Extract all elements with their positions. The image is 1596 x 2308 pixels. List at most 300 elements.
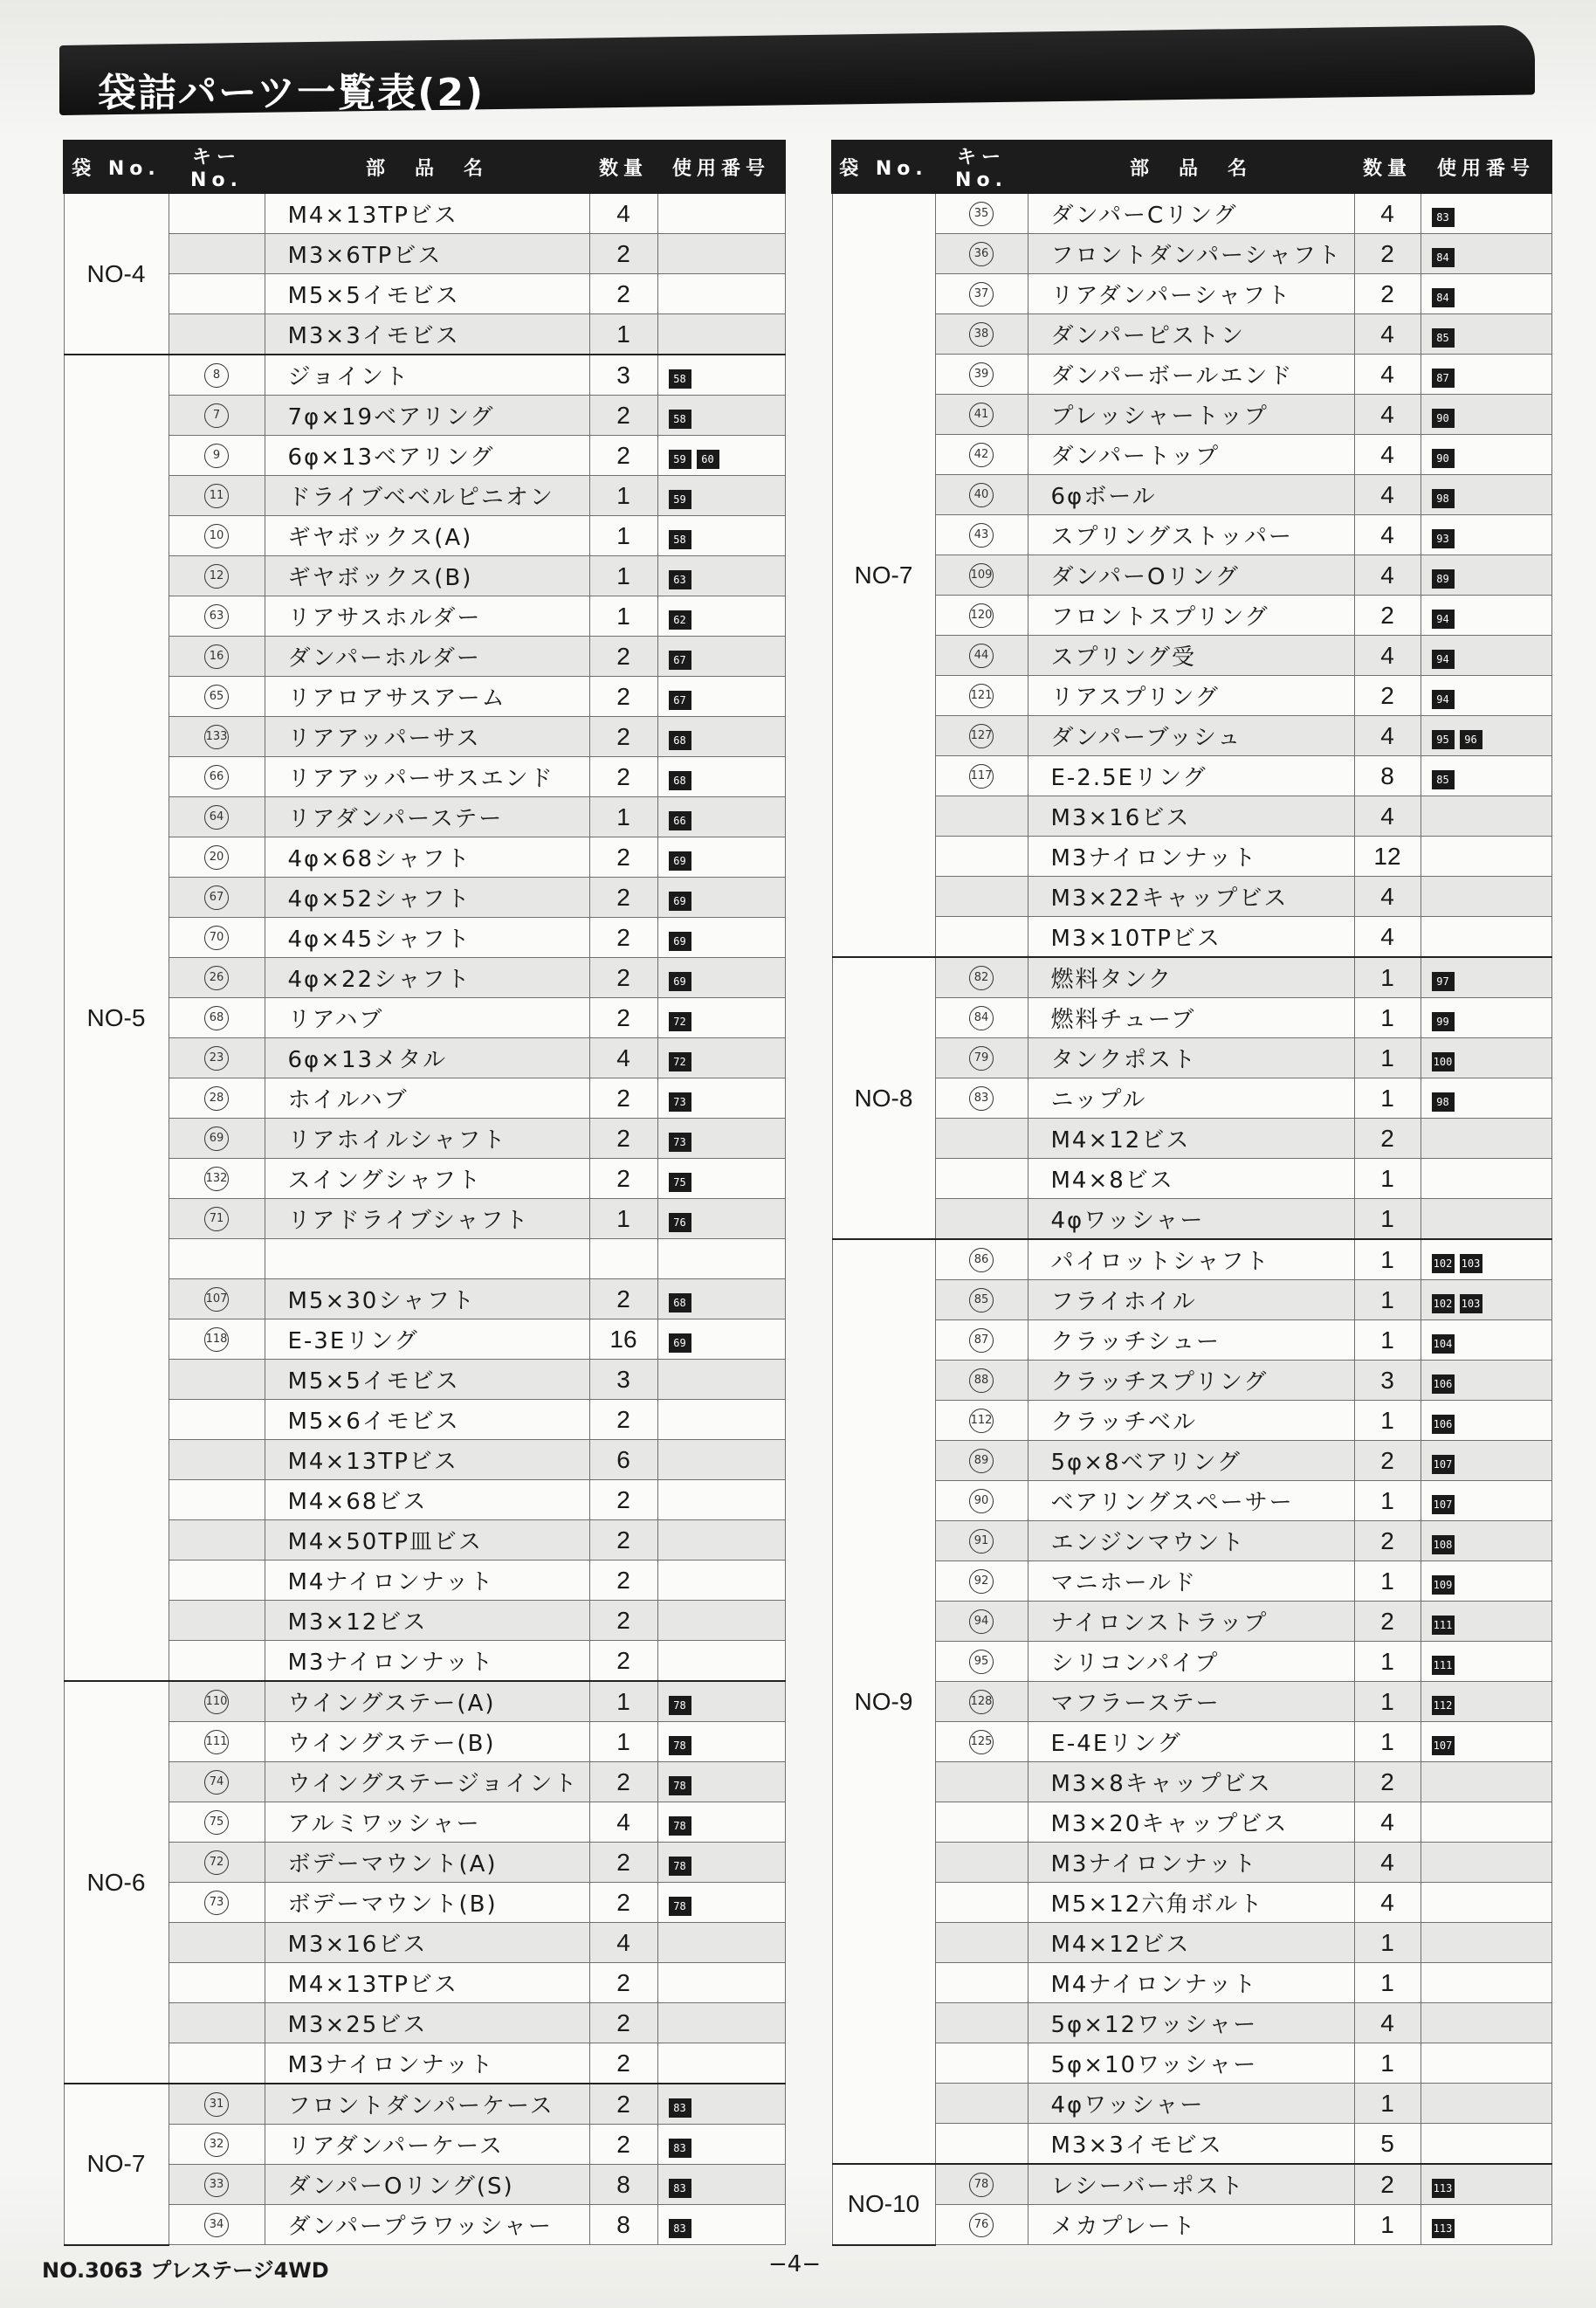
part-name: ホイルハブ [265, 1078, 589, 1119]
use-number-badge: 58 [669, 369, 691, 389]
table-row [832, 1078, 1551, 1119]
quantity: 4 [1354, 475, 1421, 515]
quantity: 2 [1354, 274, 1421, 314]
part-name: タンクポスト [1028, 1038, 1354, 1078]
part-name: リアダンパーケース [265, 2125, 589, 2165]
key-number-cell [169, 1560, 265, 1601]
table-row [64, 1239, 785, 1279]
table-row [832, 796, 1551, 837]
use-number-badge: 69 [669, 851, 691, 871]
quantity: 4 [1354, 636, 1421, 676]
part-name: ウイングステージョイント [265, 1762, 589, 1802]
table-row [832, 1802, 1551, 1843]
key-number-cell [169, 717, 265, 757]
key-number-cell [169, 1641, 265, 1682]
key-number: 9 [204, 444, 229, 468]
key-number-cell [169, 1119, 265, 1159]
key-number: 20 [204, 845, 229, 870]
key-number-cell [935, 515, 1028, 555]
part-name: M3×3イモビス [1028, 2124, 1354, 2165]
key-number: 31 [204, 2092, 229, 2117]
part-name: 5φ×10ワッシャー [1028, 2043, 1354, 2084]
quantity: 2 [1354, 1762, 1421, 1802]
part-name: E-2.5Eリング [1028, 756, 1354, 796]
use-number-badge: 83 [669, 2098, 691, 2118]
quantity: 2 [589, 1480, 657, 1520]
use-number-cell [657, 516, 785, 556]
table-row [832, 1119, 1551, 1159]
header-key-no: キーNo. [169, 141, 265, 193]
key-number-cell [935, 2003, 1028, 2043]
part-name: ダンパートップ [1028, 435, 1354, 475]
quantity: 8 [589, 2205, 657, 2245]
table-row [64, 193, 785, 234]
quantity: 16 [589, 1319, 657, 1360]
use-number-cell [657, 1963, 785, 2003]
use-number-cell [1421, 2164, 1551, 2205]
quantity: 1 [1354, 998, 1421, 1038]
key-number: 109 [969, 563, 994, 588]
use-number-cell [1421, 475, 1551, 515]
use-number-cell [1421, 998, 1551, 1038]
use-number-badge: 78 [669, 1857, 691, 1876]
use-number-badge: 104 [1432, 1334, 1455, 1354]
quantity: 1 [1354, 1320, 1421, 1361]
table-row [64, 1843, 785, 1883]
use-number-cell [657, 2084, 785, 2125]
key-number-cell [169, 1279, 265, 1319]
quantity: 6 [589, 1440, 657, 1480]
part-name: M4×13TPビス [265, 193, 589, 234]
use-number-badge: 67 [669, 651, 691, 670]
table-row [64, 2165, 785, 2205]
quantity: 1 [1354, 957, 1421, 998]
use-number-cell [1421, 1481, 1551, 1521]
part-name: ジョイント [265, 355, 589, 396]
quantity: 4 [1354, 515, 1421, 555]
key-number: 65 [204, 685, 229, 709]
table-row [832, 596, 1551, 636]
table-row [64, 1641, 785, 1682]
key-number: 83 [969, 1086, 994, 1111]
table-row [64, 918, 785, 958]
use-number-cell [1421, 1159, 1551, 1199]
part-name: リアスプリング [1028, 676, 1354, 716]
key-number-cell [169, 677, 265, 717]
use-number-cell [657, 958, 785, 998]
use-number-cell [657, 2125, 785, 2165]
part-name: ダンパーブッシュ [1028, 716, 1354, 756]
use-number-cell [657, 2043, 785, 2084]
use-number-badge: 78 [669, 1736, 691, 1755]
quantity: 2 [1354, 1119, 1421, 1159]
part-name: パイロットシャフト [1028, 1239, 1354, 1280]
use-number-badge: 69 [669, 932, 691, 951]
quantity: 1 [589, 556, 657, 596]
key-number-cell [169, 556, 265, 596]
key-number: 110 [204, 1690, 229, 1714]
quantity: 4 [1354, 555, 1421, 596]
key-number: 133 [204, 725, 229, 749]
part-name: クラッチスプリング [1028, 1361, 1354, 1401]
use-number-cell [1421, 2205, 1551, 2245]
part-name: フライホイル [1028, 1280, 1354, 1320]
table-row [832, 1843, 1551, 1883]
key-number: 66 [204, 765, 229, 789]
key-number-cell [169, 2043, 265, 2084]
key-number: 68 [204, 1006, 229, 1030]
part-name: ドライブベベルピニオン [265, 476, 589, 516]
quantity: 4 [1354, 193, 1421, 234]
quantity: 1 [1354, 1682, 1421, 1722]
header-quantity: 数量 [589, 141, 657, 193]
use-number-badge: 90 [1432, 409, 1455, 428]
quantity: 2 [589, 1883, 657, 1923]
part-name: リアホイルシャフト [265, 1119, 589, 1159]
key-number-cell [935, 435, 1028, 475]
quantity: 2 [589, 958, 657, 998]
table-row [832, 193, 1551, 234]
key-number-cell [935, 837, 1028, 877]
table-row [64, 1199, 785, 1239]
header-use-number: 使用番号 [1421, 141, 1551, 193]
quantity: 2 [589, 1843, 657, 1883]
part-name: スプリング受 [1028, 636, 1354, 676]
key-number: 70 [204, 926, 229, 950]
table-row [832, 2124, 1551, 2165]
quantity: 2 [589, 1601, 657, 1641]
quantity: 2 [1354, 1602, 1421, 1642]
table-row [832, 314, 1551, 355]
use-number-cell [1421, 1078, 1551, 1119]
use-number-cell [1421, 2084, 1551, 2124]
key-number-cell [935, 1521, 1028, 1561]
use-number-cell [1421, 435, 1551, 475]
table-row [832, 355, 1551, 395]
quantity: 12 [1354, 837, 1421, 877]
part-name: M3×6TPビス [265, 234, 589, 274]
key-number-cell [169, 878, 265, 918]
part-name: 6φ×13ベアリング [265, 436, 589, 476]
use-number-cell [657, 1480, 785, 1520]
use-number-cell [1421, 1441, 1551, 1481]
key-number-cell [935, 1762, 1028, 1802]
part-name: クラッチシュー [1028, 1320, 1354, 1361]
use-number-badge: 59 [669, 450, 691, 469]
part-name: M3×16ビス [1028, 796, 1354, 837]
use-number-cell [1421, 1963, 1551, 2003]
quantity: 4 [1354, 796, 1421, 837]
use-number-badge: 109 [1432, 1575, 1455, 1595]
key-number-cell [169, 1360, 265, 1400]
use-number-badge: 83 [1432, 208, 1455, 227]
use-number-badge: 58 [669, 410, 691, 429]
quantity: 1 [589, 1722, 657, 1762]
key-number-cell [935, 1078, 1028, 1119]
part-name: 6φ×13メタル [265, 1038, 589, 1078]
quantity: 8 [589, 2165, 657, 2205]
part-name: フロントダンパーケース [265, 2084, 589, 2125]
part-name: 5φ×8ベアリング [1028, 1441, 1354, 1481]
key-number-cell [935, 1119, 1028, 1159]
key-number-cell [935, 596, 1028, 636]
key-number-cell [935, 957, 1028, 998]
part-name: M3ナイロンナット [1028, 1843, 1354, 1883]
table-row [64, 1119, 785, 1159]
table-row [832, 1682, 1551, 1722]
key-number-cell [169, 396, 265, 436]
key-number-cell [935, 1280, 1028, 1320]
part-name: エンジンマウント [1028, 1521, 1354, 1561]
table-row [64, 1360, 785, 1400]
table-row [832, 1320, 1551, 1361]
part-name: M5×5イモビス [265, 274, 589, 314]
part-name: ニップル [1028, 1078, 1354, 1119]
use-number-cell [1421, 837, 1551, 877]
quantity: 1 [1354, 1561, 1421, 1602]
use-number-cell [1421, 1843, 1551, 1883]
part-name: ベアリングスペーサー [1028, 1481, 1354, 1521]
table-row [64, 314, 785, 355]
part-name: 4φ×22シャフト [265, 958, 589, 998]
key-number: 87 [969, 1328, 994, 1353]
quantity: 2 [589, 757, 657, 797]
quantity: 2 [1354, 596, 1421, 636]
key-number-cell [169, 596, 265, 637]
use-number-cell [1421, 1561, 1551, 1602]
part-name: マフラーステー [1028, 1682, 1354, 1722]
use-number-cell [657, 837, 785, 878]
table-row [64, 516, 785, 556]
parts-table-left [63, 140, 786, 2246]
use-number-cell [1421, 193, 1551, 234]
part-name: 4φ×45シャフト [265, 918, 589, 958]
use-number-badge: 75 [669, 1173, 691, 1192]
use-number-cell [657, 396, 785, 436]
table-row [64, 1601, 785, 1641]
quantity: 5 [1354, 2124, 1421, 2165]
use-number-cell [657, 596, 785, 637]
use-number-cell [657, 1119, 785, 1159]
table-header-row [832, 141, 1551, 193]
table-row [832, 1521, 1551, 1561]
use-number-cell [1421, 756, 1551, 796]
part-name: リアロアサスアーム [265, 677, 589, 717]
table-row [64, 717, 785, 757]
key-number-cell [169, 516, 265, 556]
quantity: 4 [1354, 395, 1421, 435]
key-number-cell [935, 1361, 1028, 1401]
key-number: 23 [204, 1046, 229, 1071]
quantity: 1 [1354, 1078, 1421, 1119]
quantity: 1 [1354, 1280, 1421, 1320]
table-row [832, 957, 1551, 998]
bag-number: NO-9 [832, 1239, 935, 2164]
table-row [64, 1923, 785, 1963]
use-number-badge: 98 [1432, 489, 1455, 508]
key-number-cell [935, 1682, 1028, 1722]
part-name: フロントスプリング [1028, 596, 1354, 636]
key-number: 67 [204, 885, 229, 910]
table-row [832, 274, 1551, 314]
table-row [64, 1400, 785, 1440]
table-row [832, 1561, 1551, 1602]
use-number-badge: 72 [669, 1012, 691, 1031]
key-number: 86 [969, 1248, 994, 1272]
table-row [832, 1642, 1551, 1682]
use-number-cell [1421, 515, 1551, 555]
quantity: 2 [589, 878, 657, 918]
use-number-cell [657, 1883, 785, 1923]
use-number-cell [657, 193, 785, 234]
key-number: 69 [204, 1126, 229, 1151]
part-name: レシーバーポスト [1028, 2164, 1354, 2205]
table-row [64, 1078, 785, 1119]
quantity: 2 [589, 1400, 657, 1440]
use-number-cell [1421, 1199, 1551, 1240]
table-row [64, 1963, 785, 2003]
table-row [832, 636, 1551, 676]
key-number-cell [935, 998, 1028, 1038]
use-number-badge: 102 [1432, 1254, 1455, 1273]
use-number-badge: 83 [669, 2179, 691, 2198]
use-number-cell [657, 1681, 785, 1722]
key-number-cell [169, 1078, 265, 1119]
use-number-cell [657, 1360, 785, 1400]
use-number-badge: 94 [1432, 650, 1455, 669]
key-number-cell [935, 395, 1028, 435]
part-name: ダンパーボールエンド [1028, 355, 1354, 395]
table-row [64, 1722, 785, 1762]
key-number: 85 [969, 1288, 994, 1312]
key-number-cell [169, 1199, 265, 1239]
quantity: 1 [1354, 1642, 1421, 1682]
key-number-cell [935, 676, 1028, 716]
part-name: ギヤボックス(B) [265, 556, 589, 596]
key-number-cell [935, 2205, 1028, 2245]
table-row [64, 556, 785, 596]
table-header-row [64, 141, 785, 193]
parts-table-right-body [832, 193, 1551, 2245]
quantity: 1 [1354, 1401, 1421, 1441]
quantity: 4 [589, 1802, 657, 1843]
key-number-cell [169, 958, 265, 998]
quantity: 2 [589, 918, 657, 958]
key-number: 34 [204, 2213, 229, 2237]
key-number: 75 [204, 1810, 229, 1835]
part-name: M4×8ビス [1028, 1159, 1354, 1199]
key-number-cell [935, 1802, 1028, 1843]
key-number-cell [169, 2125, 265, 2165]
key-number-cell [169, 1400, 265, 1440]
table-row [832, 1963, 1551, 2003]
key-number-cell [935, 1481, 1028, 1521]
part-name: M4×50TP皿ビス [265, 1520, 589, 1560]
quantity: 8 [1354, 756, 1421, 796]
header-bag-no: 袋 No. [832, 141, 935, 193]
use-number-badge: 113 [1432, 2179, 1455, 2198]
table-row [832, 1722, 1551, 1762]
key-number: 28 [204, 1086, 229, 1111]
use-number-cell [657, 1843, 785, 1883]
key-number-cell [169, 1239, 265, 1279]
key-number-cell [169, 1762, 265, 1802]
part-name: M3×22キャップビス [1028, 877, 1354, 917]
quantity: 2 [589, 436, 657, 476]
use-number-cell [1421, 555, 1551, 596]
key-number: 10 [204, 524, 229, 548]
key-number-cell [169, 355, 265, 396]
quantity: 1 [1354, 1038, 1421, 1078]
part-name: ウイングステー(B) [265, 1722, 589, 1762]
use-number-cell [1421, 1521, 1551, 1561]
key-number-cell [169, 1440, 265, 1480]
key-number-cell [935, 1401, 1028, 1441]
table-row [832, 2003, 1551, 2043]
table-row [832, 1481, 1551, 1521]
key-number-cell [169, 757, 265, 797]
use-number-badge: 99 [1432, 1012, 1455, 1031]
use-number-badge: 96 [1460, 730, 1482, 749]
table-row [64, 637, 785, 677]
key-number-cell [935, 636, 1028, 676]
use-number-cell [657, 2165, 785, 2205]
use-number-cell [1421, 1642, 1551, 1682]
use-number-badge: 107 [1432, 1736, 1455, 1755]
quantity: 1 [1354, 2084, 1421, 2124]
use-number-badge: 69 [669, 892, 691, 911]
use-number-badge: 68 [669, 1293, 691, 1312]
use-number-badge: 67 [669, 691, 691, 710]
use-number-cell [657, 1400, 785, 1440]
use-number-cell [1421, 877, 1551, 917]
key-number: 117 [969, 764, 994, 789]
part-name: 燃料チューブ [1028, 998, 1354, 1038]
key-number-cell [935, 1923, 1028, 1963]
table-row [64, 1520, 785, 1560]
part-name: リアアッパーサスエンド [265, 757, 589, 797]
key-number-cell [935, 1038, 1028, 1078]
key-number: 125 [969, 1730, 994, 1754]
key-number-cell [169, 637, 265, 677]
key-number: 76 [969, 2213, 994, 2237]
part-name: M3×12ビス [265, 1601, 589, 1641]
use-number-cell [657, 1520, 785, 1560]
key-number-cell [169, 1963, 265, 2003]
quantity: 4 [589, 1038, 657, 1078]
part-name: M4×13TPビス [265, 1963, 589, 2003]
bag-number: NO-4 [64, 193, 169, 355]
key-number: 38 [969, 322, 994, 347]
use-number-cell [1421, 636, 1551, 676]
use-number-cell [1421, 1722, 1551, 1762]
key-number-cell [935, 756, 1028, 796]
table-row [64, 757, 785, 797]
key-number: 39 [969, 362, 994, 387]
table-row [832, 1199, 1551, 1240]
key-number: 74 [204, 1770, 229, 1795]
use-number-badge: 62 [669, 610, 691, 630]
key-number: 8 [204, 363, 229, 388]
key-number: 73 [204, 1891, 229, 1915]
use-number-badge: 68 [669, 771, 691, 790]
key-number: 111 [204, 1730, 229, 1754]
key-number-cell [169, 234, 265, 274]
key-number: 82 [969, 966, 994, 990]
part-name: 4φ×68シャフト [265, 837, 589, 878]
table-row [64, 2205, 785, 2245]
part-name: M5×5イモビス [265, 1360, 589, 1400]
